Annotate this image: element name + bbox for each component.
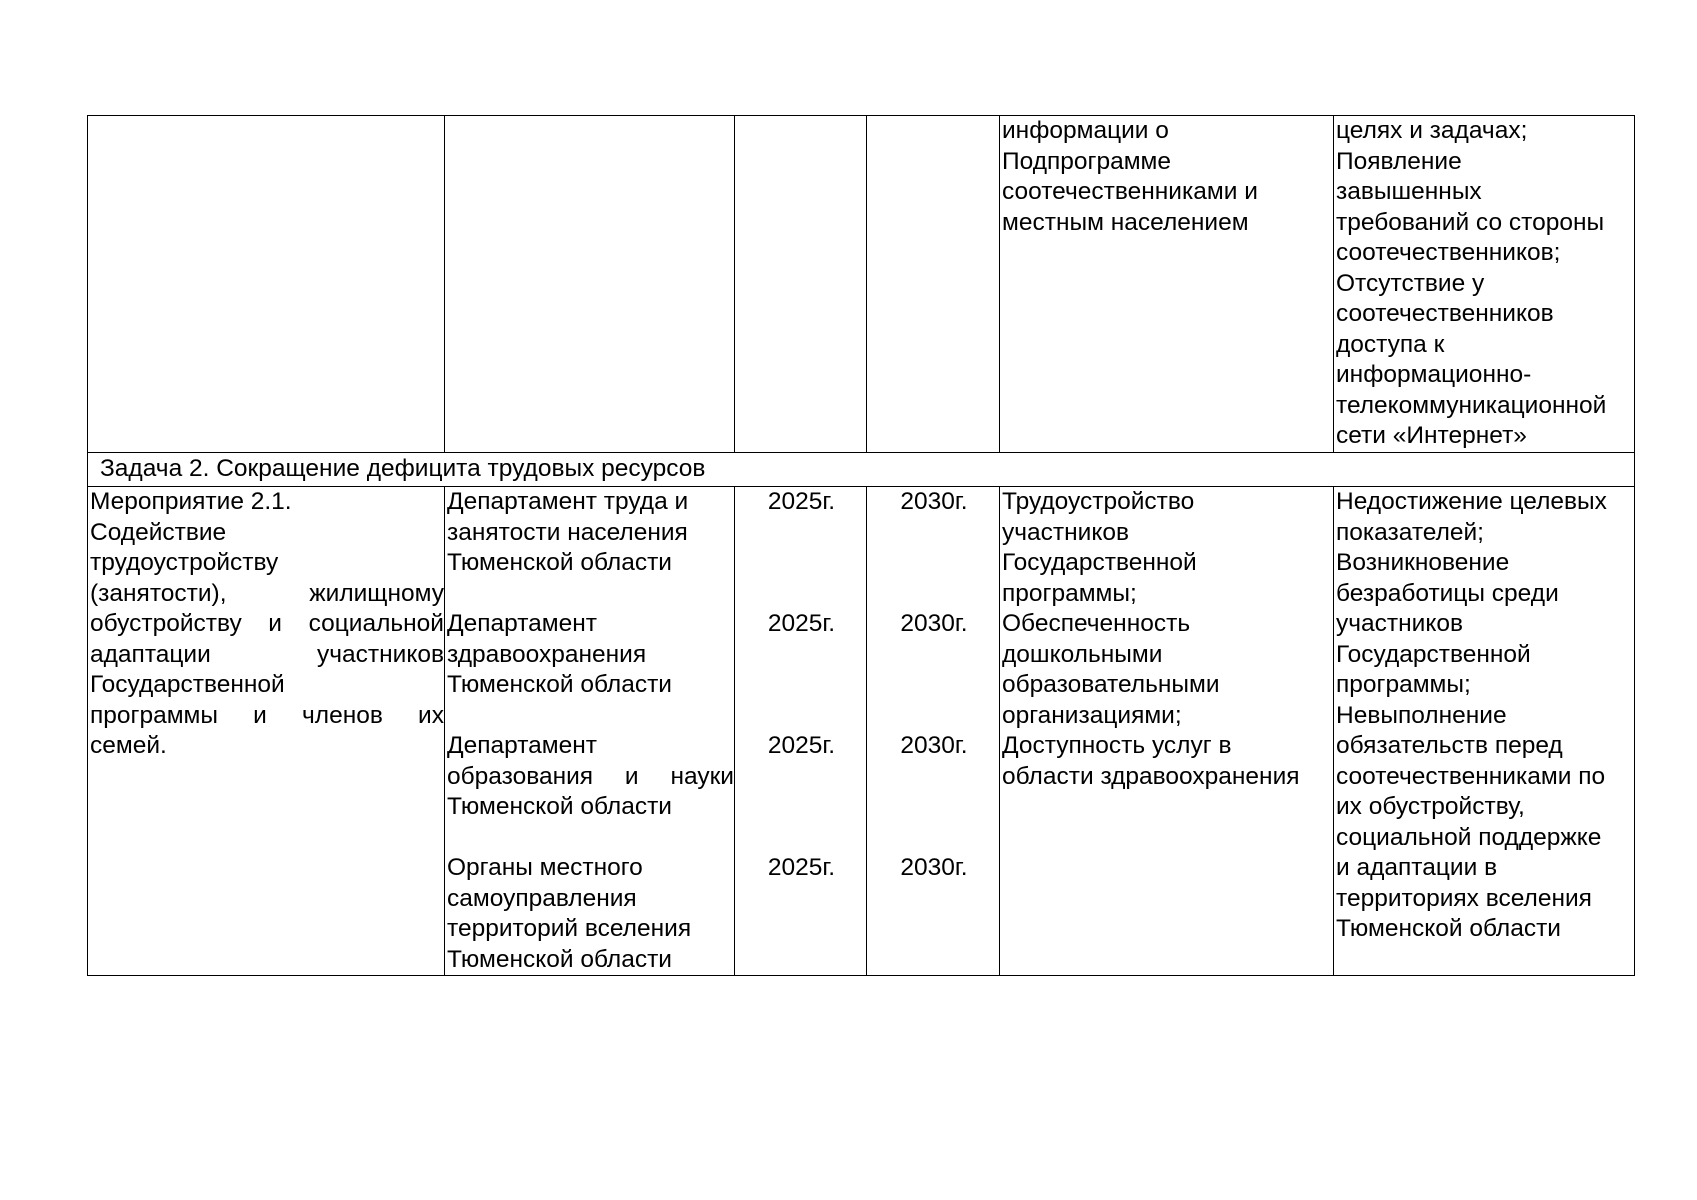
executor-line [447,762,734,793]
table-row-continued [88,116,1635,453]
start-date: 2025г. [767,854,836,881]
text-line: Государственной [90,671,285,698]
text-line: Недостижение целевых [1336,488,1607,515]
spacer [447,701,734,732]
text-line: Тюменской области [1336,915,1561,942]
text-line: Подпрограмме [1002,147,1172,175]
spacer [737,548,866,579]
word: участников [317,640,444,668]
text-line [90,579,444,610]
word: обустройству [90,610,242,637]
executor-line: Департамент [447,610,597,637]
text-line [90,640,444,671]
word: адаптации [90,640,211,668]
spacer [447,823,734,854]
executor-line: Тюменской области [447,671,672,698]
text-line: социальной поддержке [1336,823,1602,851]
end-date-item [869,853,999,884]
executor-item [447,609,734,731]
text-line: участников [1336,610,1463,637]
text-line [90,609,444,640]
executor-line: Тюменской области [447,549,672,576]
cell-empty [445,116,735,453]
text-line: завышенных [1336,178,1482,205]
text-line: соотечественниками и [1002,178,1258,205]
start-date-item [737,609,866,731]
end-date: 2030г. [900,488,968,515]
measure-name-cell [88,487,445,976]
expected-result-cell [1000,487,1334,976]
text-line: Невыполнение [1336,701,1507,729]
risk-text [1336,487,1634,945]
text-line: сети «Интернет» [1336,422,1527,449]
spacer [869,792,999,823]
spacer [737,518,866,549]
executor-list [447,487,734,975]
end-date-item [869,731,999,853]
spacer [869,762,999,793]
text-line: Государственной [1002,549,1197,576]
text-line: семей. [90,732,167,759]
task-heading: Задача 2. Сокращение дефицита трудовых ресурсов [100,454,706,482]
text-line: организациями; [1002,701,1182,729]
start-date-item [737,487,866,609]
text-line [90,701,444,732]
text-line: соотечественников; [1336,239,1561,266]
spacer [869,701,999,732]
spacer [869,579,999,610]
text-line: Появление [1336,147,1462,175]
text-line: обязательств перед [1336,732,1563,759]
text-line: области здравоохранения [1002,762,1300,790]
cell-empty [88,116,445,453]
text-line: безработицы среди [1336,579,1559,607]
text-line: соотечественниками по [1336,762,1606,790]
text-line: показателей; [1336,518,1484,546]
word: и [268,610,282,637]
end-date: 2030г. [900,732,968,759]
text-line: требований со стороны [1336,208,1605,236]
start-date-list [737,487,866,884]
word: жилищному [309,579,444,607]
cell-empty [867,116,1000,453]
cell-empty [735,116,867,453]
executor-line: Тюменской области [447,945,672,973]
spacer [869,670,999,701]
executor-line: Тюменской области [447,793,672,820]
text-line: Отсутствие у [1336,269,1485,297]
text-line: трудоустройству [90,549,279,576]
start-date: 2025г. [767,732,836,759]
spacer [869,548,999,579]
word: и [624,762,639,790]
text-line: территориях вселения [1336,884,1592,912]
expected-result-text [1002,116,1333,238]
table-row-measure-2-1 [88,487,1635,976]
word: социальной [308,610,444,637]
start-date-item [737,853,866,884]
spacer [737,579,866,610]
table-row-task-2 [88,452,1635,487]
text-line: Трудоустройство [1002,488,1195,515]
end-date-list [869,487,999,884]
executor-cell [445,487,735,976]
text-line: доступа к [1336,330,1445,358]
word: их [418,701,444,729]
word: и [253,701,267,729]
text-line: телекоммуникационной [1336,391,1607,419]
task-heading-cell [88,452,1635,487]
text-line: целях и задачах; [1336,117,1528,144]
executor-item [447,487,734,609]
spacer [737,701,866,732]
text-line: Государственной [1336,640,1531,668]
spacer [869,823,999,854]
executor-item [447,731,734,853]
end-date: 2030г. [900,610,968,637]
end-date-cell [867,487,1000,976]
spacer [737,762,866,793]
spacer [447,579,734,610]
end-date-item [869,609,999,731]
start-date-cell [735,487,867,976]
spacer [737,823,866,854]
expected-result-cell [1000,116,1334,453]
start-date: 2025г. [767,610,836,637]
text-line: местным населением [1002,208,1249,236]
word: (занятости), [90,579,227,607]
text-line: соотечественников [1336,300,1554,327]
text-line: информации о [1002,117,1169,144]
executor-line: Департамент труда и [447,488,689,515]
spacer [869,518,999,549]
risk-cell [1334,116,1635,453]
text-line: информационно- [1336,361,1532,388]
start-date-item [737,731,866,853]
spacer [737,640,866,671]
text-line: программы; [1336,671,1471,698]
text-line: образовательными [1002,671,1220,698]
text-line: Содействие [90,518,227,546]
text-line: Мероприятие 2.1. [90,488,292,515]
end-date: 2030г. [900,854,968,881]
executor-line: территорий вселения [447,915,692,942]
executor-line: занятости населения [447,518,688,546]
text-line: участников [1002,518,1129,546]
measure-name [90,487,444,762]
text-line: и адаптации в [1336,854,1498,881]
start-date: 2025г. [767,488,836,515]
word: образования [447,762,594,790]
measures-table [87,115,1635,976]
spacer [737,670,866,701]
end-date-item [869,487,999,609]
risk-text [1336,116,1634,452]
text-line: программы; [1002,579,1137,607]
executor-item [447,853,734,975]
text-line: Обеспеченность [1002,610,1191,637]
spacer [737,792,866,823]
text-line: Доступность услуг в [1002,732,1232,759]
executor-line: здравоохранения [447,640,647,668]
executor-line: Департамент [447,732,597,759]
word: программы [90,701,219,729]
executor-line: самоуправления [447,884,637,912]
word: членов [302,701,383,729]
text-line: дошкольными [1002,640,1163,668]
text-line: Возникновение [1336,549,1510,576]
executor-line: Органы местного [447,854,643,881]
word: науки [670,762,734,790]
spacer [869,640,999,671]
expected-result-text [1002,487,1333,792]
risk-cell [1334,487,1635,976]
text-line: их обустройству, [1336,793,1525,820]
